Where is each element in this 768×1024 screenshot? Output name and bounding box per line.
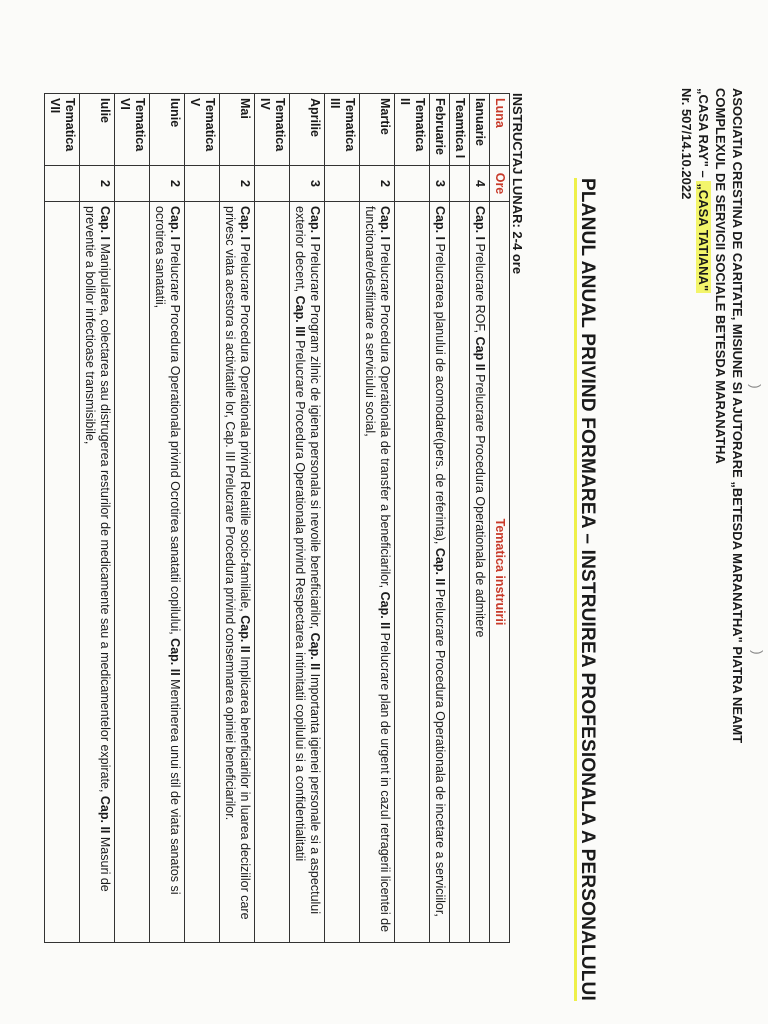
table-row <box>290 94 325 943</box>
chapter-label: Cap. II <box>168 638 182 676</box>
chapter-label: Cap. I <box>433 206 447 241</box>
page-title <box>576 178 598 1001</box>
cell-luna: Aprilie <box>290 94 325 166</box>
complex-name: COMPLEXUL DE SERVICII SOCIALE BETESDA MARANATHA <box>713 88 728 464</box>
table-body <box>45 94 490 943</box>
cell-ore: 2 <box>150 166 185 202</box>
casa-tatiana-highlight: „CASA TATIANA" <box>696 183 711 292</box>
instructaj-label: INSTRUCTAJ LUNAR: 2-4 ore <box>510 93 525 275</box>
cell-ore <box>45 166 80 202</box>
topic-text: Prelucrare Procedura Operationala privind Ocrotirea sanatatii copilului, <box>168 240 182 639</box>
cell-luna: Martie <box>360 94 395 166</box>
chapter-label: Cap. I <box>378 206 392 241</box>
cell-tematica <box>45 202 80 943</box>
training-plan-table <box>44 93 510 943</box>
cell-luna: Tematica VI <box>115 94 150 166</box>
chapter-label: Cap II <box>473 336 487 371</box>
title-text: PLANUL ANUAL PRIVIND FORMAREA – INSTRUIREA PROFESIONALA A PERSONALULUI <box>574 178 598 1001</box>
casa-ray: „CASA RAY" – <box>696 88 711 178</box>
cell-ore: 2 <box>80 166 115 202</box>
chapter-label: Cap. II <box>238 615 252 653</box>
cell-ore: 2 <box>220 166 255 202</box>
chapter-label: Cap. III <box>293 295 307 337</box>
topic-text: Prelucrare Program zilnic de igiena personala si nevoile beneficiarilor, <box>308 240 322 633</box>
table-row <box>255 94 290 943</box>
cell-ore <box>450 166 470 202</box>
cell-luna: Februarie <box>430 94 450 166</box>
table-row <box>45 94 80 943</box>
topic-text: Mentinerea unui stil de viata sanatos si ocrotirea sanatatii, <box>153 206 182 895</box>
cell-luna: Iunie <box>150 94 185 166</box>
org-name: ASOCIATIA CRESTINA DE CARITATE, MISIUNE SI AJUTORARE „BETESDA MARANATHA" PIATRA NEAMT <box>730 88 745 744</box>
cell-luna: Mai <box>220 94 255 166</box>
topic-text: Prelucrare Procedura Operationala de incetare a serviciilor, <box>433 585 447 917</box>
cell-luna: Tematica VII <box>45 94 80 166</box>
topic-text: Prelucrare plan de urgent in cazul retragerii licentei de functionare/desfiintare a serviciului social, <box>363 206 392 933</box>
topic-text: Prelucrare Procedura Operationala privind Relatiile socio-familiale, <box>238 240 252 616</box>
topic-text: Prelucrare Procedura Operationala de transfer a beneficiarilor, <box>378 240 392 592</box>
chapter-label: Cap. II <box>98 795 112 834</box>
cell-ore <box>185 166 220 202</box>
chapter-label: Cap. I <box>168 206 182 241</box>
table-row <box>220 94 255 943</box>
cell-tematica <box>450 202 470 943</box>
chapter-label: Cap. I <box>473 206 487 241</box>
table-row <box>150 94 185 943</box>
cell-ore <box>395 166 430 202</box>
houses-line <box>695 88 712 293</box>
table-header-row <box>490 94 510 943</box>
cell-luna: Tematica IV <box>255 94 290 166</box>
cell-ore: 2 <box>360 166 395 202</box>
cell-ore: 3 <box>290 166 325 202</box>
table-row <box>325 94 360 943</box>
cell-tematica <box>290 202 325 943</box>
cell-luna: Ianuarie <box>470 94 490 166</box>
cell-tematica <box>150 202 185 943</box>
cell-tematica <box>325 202 360 943</box>
table-row <box>80 94 115 943</box>
header-tematica: Tematica instruirii <box>490 202 510 943</box>
header-ore: Ore <box>490 166 510 202</box>
cell-tematica <box>360 202 395 943</box>
table-row <box>185 94 220 943</box>
topic-text: Prelucrare Procedura Operationala privind Respectarea intimitatii copilului si a confidentialitatii <box>293 336 307 862</box>
topic-text: Manipularea, colectarea sau distrugerea resturilor de medicamente sau a medicamentelor expirate, <box>98 240 112 796</box>
cell-tematica <box>470 202 490 943</box>
table-row <box>360 94 395 943</box>
cell-tematica <box>220 202 255 943</box>
cell-tematica <box>395 202 430 943</box>
scan-mark: ) <box>748 384 764 389</box>
cell-ore: 3 <box>430 166 450 202</box>
cell-tematica <box>80 202 115 943</box>
topic-text: Prelucrarea planului de acomodare(pers. de referinta), <box>433 240 447 548</box>
table-row <box>450 94 470 943</box>
chapter-label: Cap. I <box>98 206 112 241</box>
cell-tematica <box>430 202 450 943</box>
topic-text: Prelucrare Procedura Operationala de admitere <box>473 370 487 638</box>
chapter-label: Cap. I <box>308 206 322 241</box>
cell-tematica <box>255 202 290 943</box>
topic-text: Importanta igienei personale si a aspectului exterior decent, <box>293 206 322 915</box>
table-row <box>115 94 150 943</box>
cell-luna: Tematica III <box>325 94 360 166</box>
cell-luna: Tematica II <box>395 94 430 166</box>
cell-ore <box>115 166 150 202</box>
chapter-label: Cap. I <box>238 206 252 241</box>
chapter-label: Cap. II <box>433 547 447 586</box>
cell-ore: 4 <box>470 166 490 202</box>
scan-mark: ) <box>750 650 766 655</box>
cell-tematica <box>115 202 150 943</box>
chapter-label: Cap. II <box>378 591 392 630</box>
topic-text: Implicarea beneficiarilor in luarea deciziilor care privesc viata acestora si activitatile lor, Cap. III Prelucrare Procedura privind consemnarea opiniei beneficiarilor. <box>223 206 252 920</box>
registration-number: Nr. 507/14.10.2022 <box>679 88 694 200</box>
cell-luna: Tematica V <box>185 94 220 166</box>
topic-text: Masuri de preventie a bolilor infectioase transmisibile, <box>83 206 112 892</box>
cell-luna: Iulie <box>80 94 115 166</box>
header-luna: Luna <box>490 94 510 166</box>
table-row <box>430 94 450 943</box>
cell-ore <box>255 166 290 202</box>
cell-tematica <box>185 202 220 943</box>
topic-text: Prelucrare ROF, <box>473 240 487 337</box>
table-row <box>395 94 430 943</box>
chapter-label: Cap. II <box>308 632 322 671</box>
cell-luna: Teamtica I <box>450 94 470 166</box>
table-row <box>470 94 490 943</box>
cell-ore <box>325 166 360 202</box>
